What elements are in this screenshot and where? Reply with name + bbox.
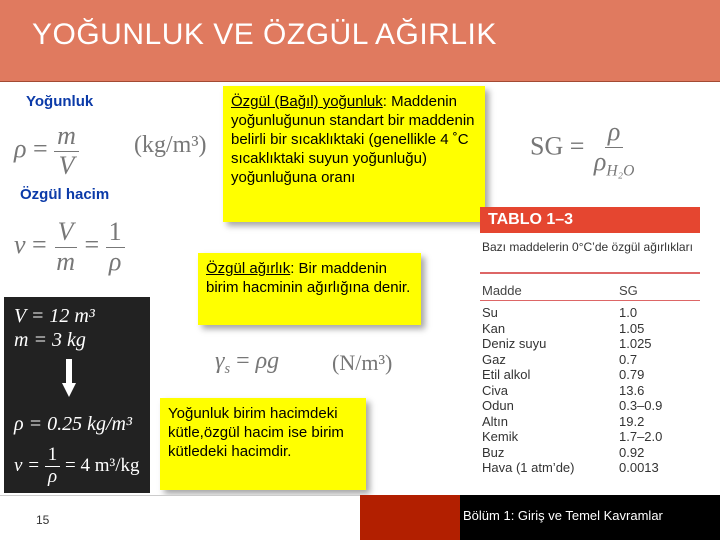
material-name: Altın [482,413,509,429]
table-divider-header [480,300,700,301]
material-name: Su [482,305,498,320]
column-header-sg: SG [619,283,638,298]
table-row [482,321,700,336]
sg-value: 0.92 [619,444,645,460]
footer-accent [360,495,460,540]
material-name: Kan [482,320,506,336]
sg-value: 1.7–2.0 [619,429,663,444]
table-row [482,429,700,444]
example-volume: V = 12 m³ [14,305,95,327]
example-mass: m = 3 kg [14,329,86,351]
density-label: Yoğunluk [26,93,94,110]
summary-box: Yoğunluk birim hacimdeki kütle,özgül hacim ise birim kütledeki hacimdir. [160,398,366,490]
specific-volume-label: Özgül hacim [20,186,110,203]
specific-gravity-text: : Maddenin yoğunluğunun standart bir maddenin belirli bir sıcaklıktaki (genellikle 4 ˚C sıcaklıktaki suyun yoğunluğu) yoğunluğuna oranı [231,93,475,186]
table-row [482,398,700,413]
specific-weight-text: : Bir maddenin birim hacminin ağırlığına denir. [206,260,411,296]
title-bar [0,0,720,82]
material-name: Hava (1 atm’de) [482,460,575,475]
example-panel [4,297,150,493]
sg-value: 19.2 [619,413,645,429]
sg-value: 0.79 [619,367,645,382]
specific-weight-box [198,253,421,325]
material-name: Odun [482,398,514,413]
sg-value: 0.7 [619,351,638,367]
table-header: TABLO 1–3 [480,207,700,233]
table-row [482,367,700,382]
material-name: Buz [482,444,505,460]
sg-value: 1.025 [619,336,652,351]
page-number: 15 [36,513,50,527]
example-density: ρ = 0.25 kg/m³ [14,413,132,435]
sg-value: 0.0013 [619,460,659,475]
table-row [482,305,700,320]
density-unit: (kg/m³) [134,132,207,158]
table-divider-top [480,272,700,274]
table-row [482,352,700,367]
example-specific-volume: v = $\frac{1}{\rho}$ = 4 m³/kg [14,444,140,487]
slide-title: YOĞUNLUK VE ÖZGÜL AĞIRLIK [32,18,497,51]
material-name: Kemik [482,429,519,444]
specific-weight-formula: $\gamma_s = \rho g$ [215,348,280,378]
table-row [482,336,700,351]
sg-value: 0.3–0.9 [619,398,663,413]
specific-gravity-title: Özgül (Bağıl) yoğunluk [231,93,383,110]
specific-gravity-formula: SG = $\frac{\rho}{\rho_{H_2O}}$ [530,117,635,180]
material-name: Etil alkol [482,367,531,382]
footer-left [0,495,360,540]
column-header-material: Madde [482,283,522,298]
sg-value: 13.6 [619,382,645,398]
table-row [482,445,700,460]
table-row [482,383,700,398]
sg-value: 1.05 [619,320,645,336]
specific-weight-unit: (N/m³) [332,350,393,375]
sg-value: 1.0 [619,305,638,320]
table-row [482,460,700,475]
arrow-down-icon [62,359,76,397]
material-name: Deniz suyu [482,336,547,351]
specific-volume-formula: v = $\frac{V}{m}$ = $\frac{1}{\rho}$ [14,218,125,276]
material-name: Civa [482,382,509,398]
table-caption: Bazı maddelerin 0°C’de özgül ağırlıkları [482,240,693,254]
specific-gravity-box [223,86,485,222]
density-formula: ρ = $\frac{m}{V}$ [14,122,79,180]
specific-weight-title: Özgül ağırlık [206,260,291,277]
footer-chapter: Bölüm 1: Giriş ve Temel Kavramlar [463,508,663,523]
material-name: Gaz [482,351,506,367]
table-row [482,414,700,429]
